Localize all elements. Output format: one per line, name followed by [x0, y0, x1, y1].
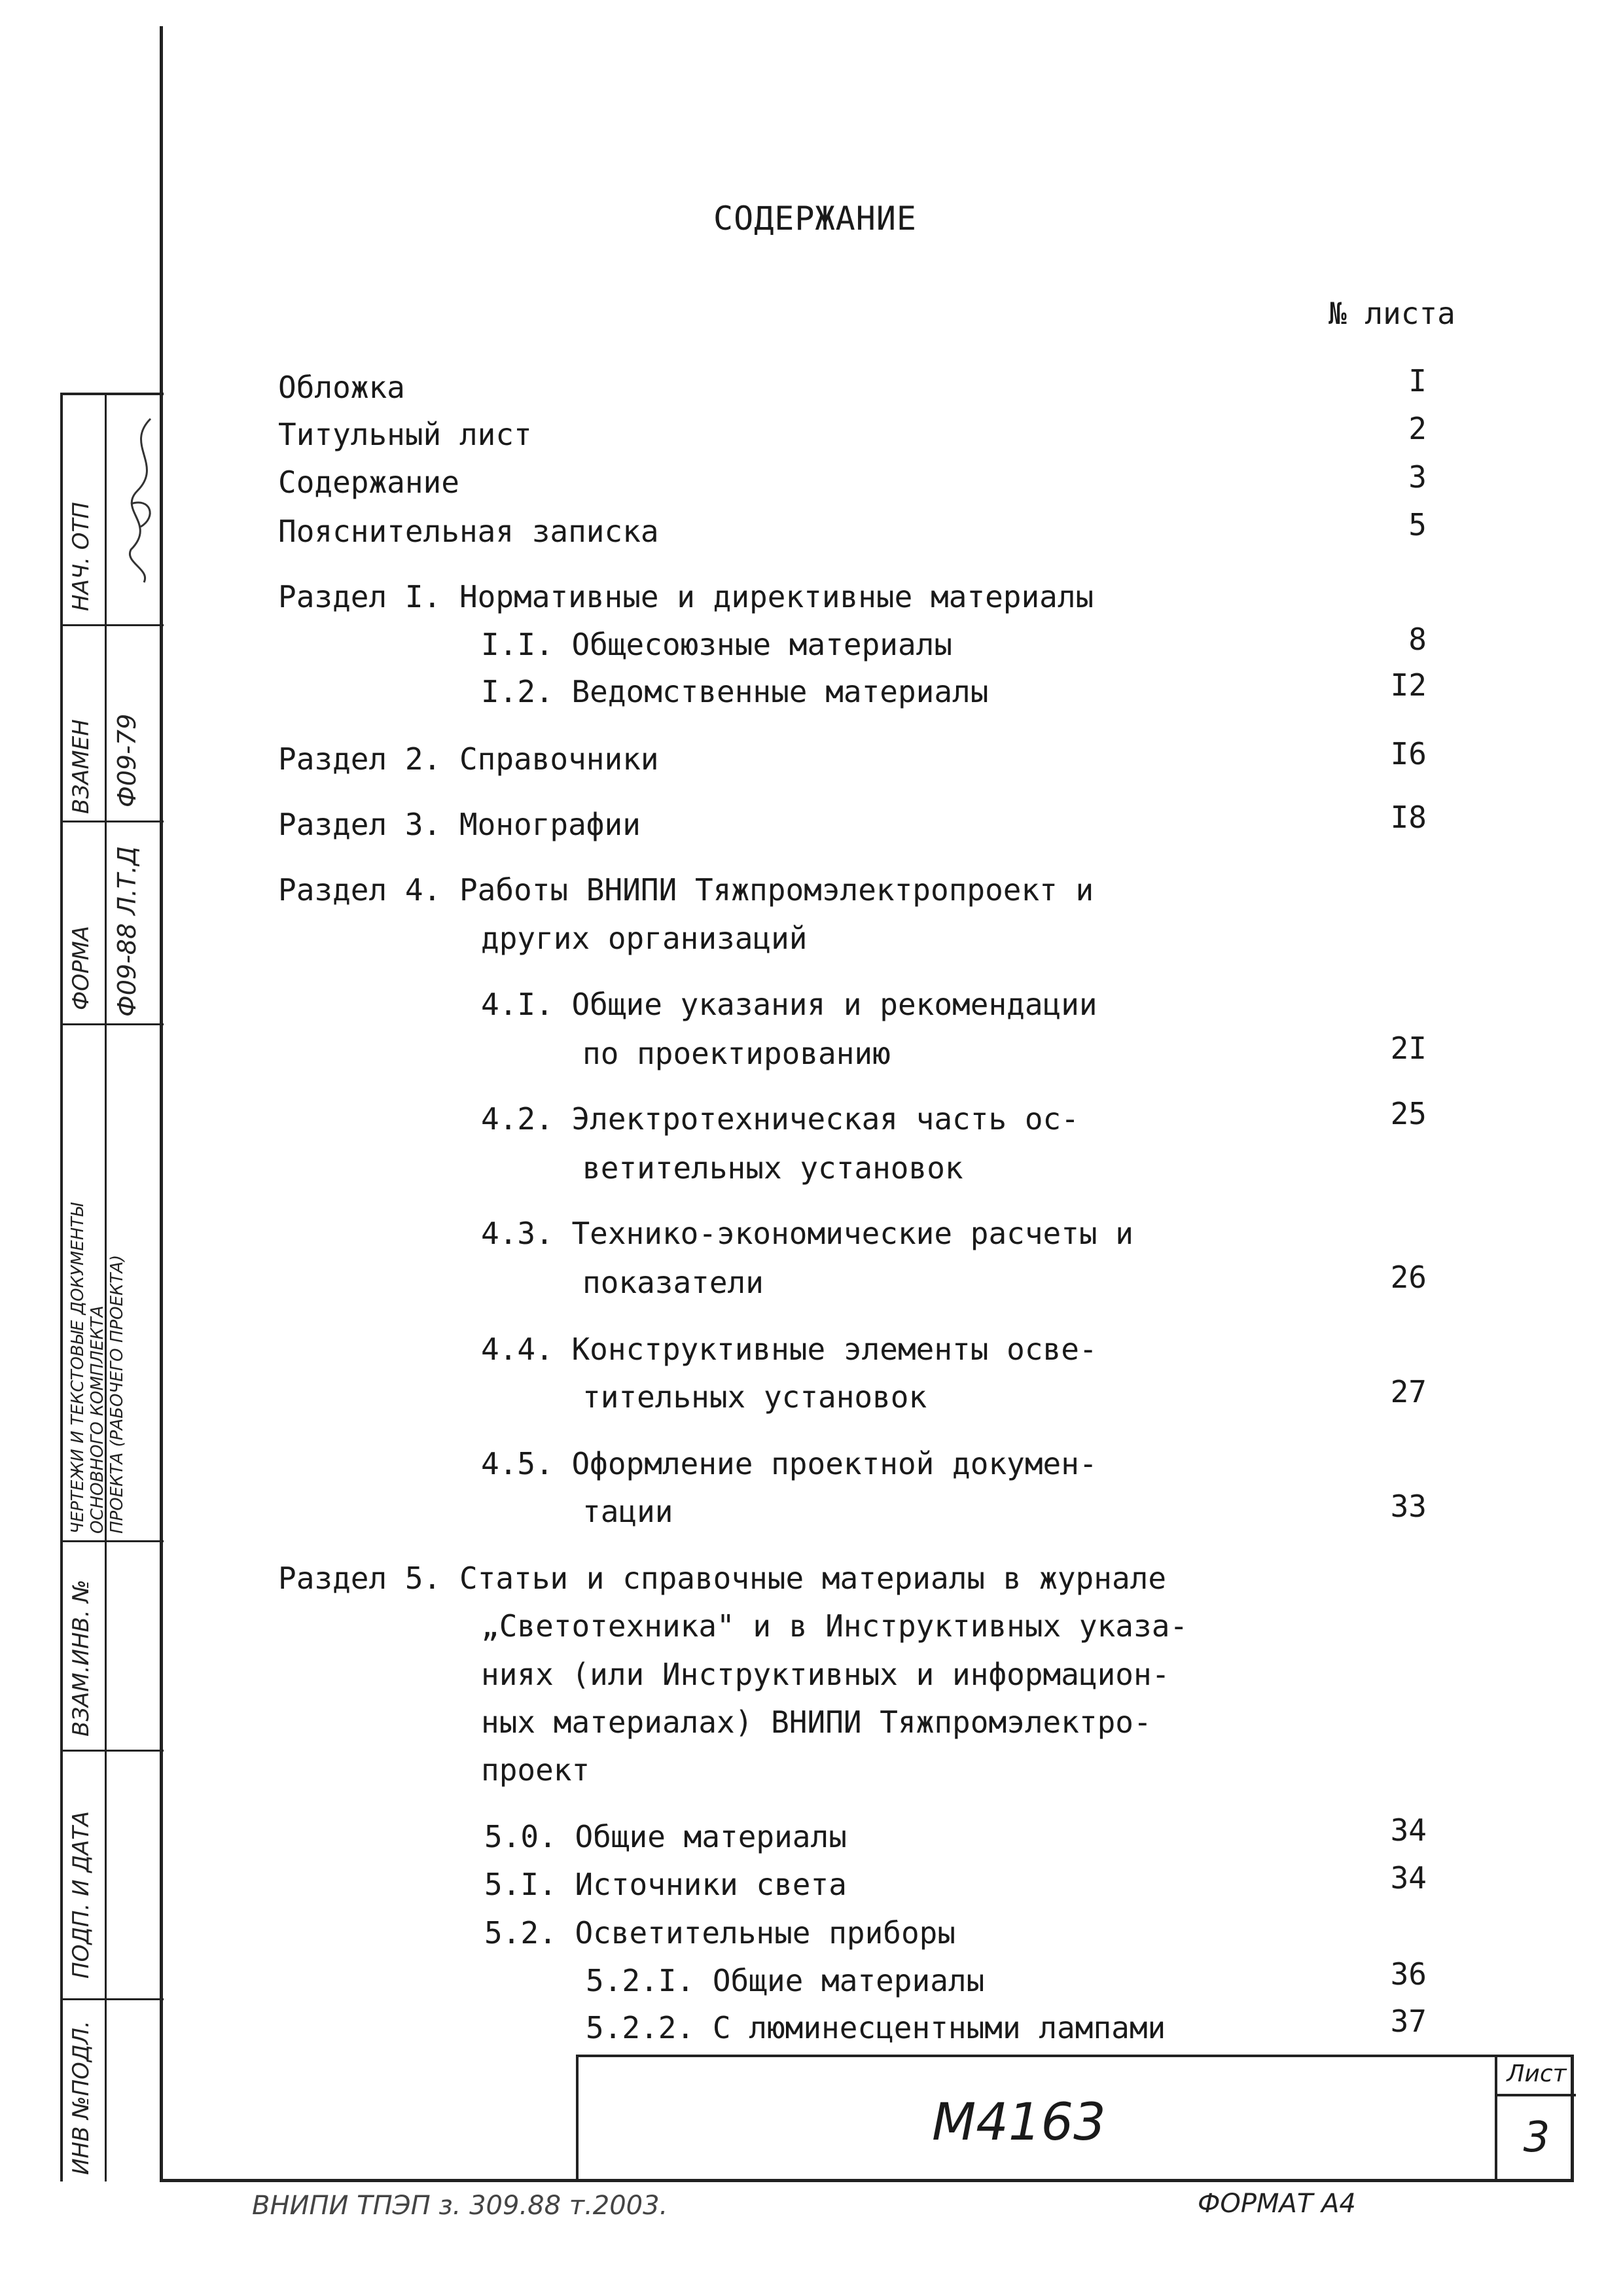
- stamp-value-vzamen: Ф09-79: [113, 713, 141, 807]
- stamp-label-inv-podl: ИНВ №ПОДЛ.: [68, 2021, 94, 2175]
- side-stamp: [60, 393, 164, 2181]
- toc-page: 8: [1408, 622, 1427, 657]
- toc-page: I2: [1390, 667, 1427, 703]
- signature-scribble: [111, 406, 170, 589]
- toc-page: 2: [1408, 411, 1427, 446]
- toc-page: 5: [1408, 507, 1427, 542]
- stamp-cell-inv-podl: [63, 1998, 164, 2181]
- toc-page: 37: [1390, 2004, 1427, 2039]
- page-title: СОДЕРЖАНИЕ: [713, 200, 918, 238]
- toc-page: 3: [1408, 459, 1427, 495]
- document-code: M4163: [932, 2093, 1106, 2152]
- sheet-number-header: № листа: [1329, 296, 1455, 331]
- stamp-cell-vzamen: [63, 624, 164, 821]
- footer-format: ФОРМАТ А4: [1198, 2189, 1356, 2219]
- toc-page: I: [1408, 363, 1427, 398]
- sheet-box: [1495, 2055, 1576, 2181]
- stamp-value-forma: Ф09-88 Л.Т.Д: [113, 846, 141, 1017]
- toc-page: I8: [1390, 800, 1427, 835]
- stamp-label-vzamen: ВЗАМЕН: [68, 719, 94, 814]
- stamp-cell-podp-data: [63, 1750, 164, 1998]
- stamp-label-forma: ФОРМА: [68, 925, 94, 1010]
- toc-page: 2I: [1390, 1031, 1427, 1066]
- stamp-cell-documents: [63, 1023, 164, 1540]
- stamp-cell-forma: [63, 821, 164, 1023]
- footer-print-info: ВНИПИ ТПЭП з. 309.88 т.2003.: [252, 2191, 668, 2221]
- stamp-label-nach-otp: НАЧ. ОТП: [68, 502, 94, 611]
- toc-page: 33: [1390, 1489, 1427, 1524]
- title-block: [576, 2055, 1573, 2181]
- stamp-cell-vzam-inv: [63, 1540, 164, 1750]
- stamp-label-vzam-inv: ВЗАМ.ИНВ. №: [68, 1580, 94, 1737]
- toc-page: 34: [1390, 1812, 1427, 1848]
- toc-page: 36: [1390, 1956, 1427, 1992]
- stamp-label-documents: ЧЕРТЕЖИ И ТЕКСТОВЫЕ ДОКУМЕНТЫ ОСНОВНОГО КОМПЛЕКТА ПРОЕКТА (РАБОЧЕГО ПРОЕКТА): [68, 1203, 127, 1534]
- sheet-label: Лист: [1497, 2055, 1576, 2096]
- toc-page: 27: [1390, 1374, 1427, 1409]
- sheet-number: 3: [1523, 2113, 1550, 2162]
- toc-page: 26: [1390, 1260, 1427, 1295]
- toc-page: 25: [1390, 1096, 1427, 1131]
- toc-page: 34: [1390, 1860, 1427, 1896]
- toc-page: I6: [1390, 736, 1427, 771]
- stamp-label-podp-data: ПОДП. И ДАТА: [68, 1810, 94, 1979]
